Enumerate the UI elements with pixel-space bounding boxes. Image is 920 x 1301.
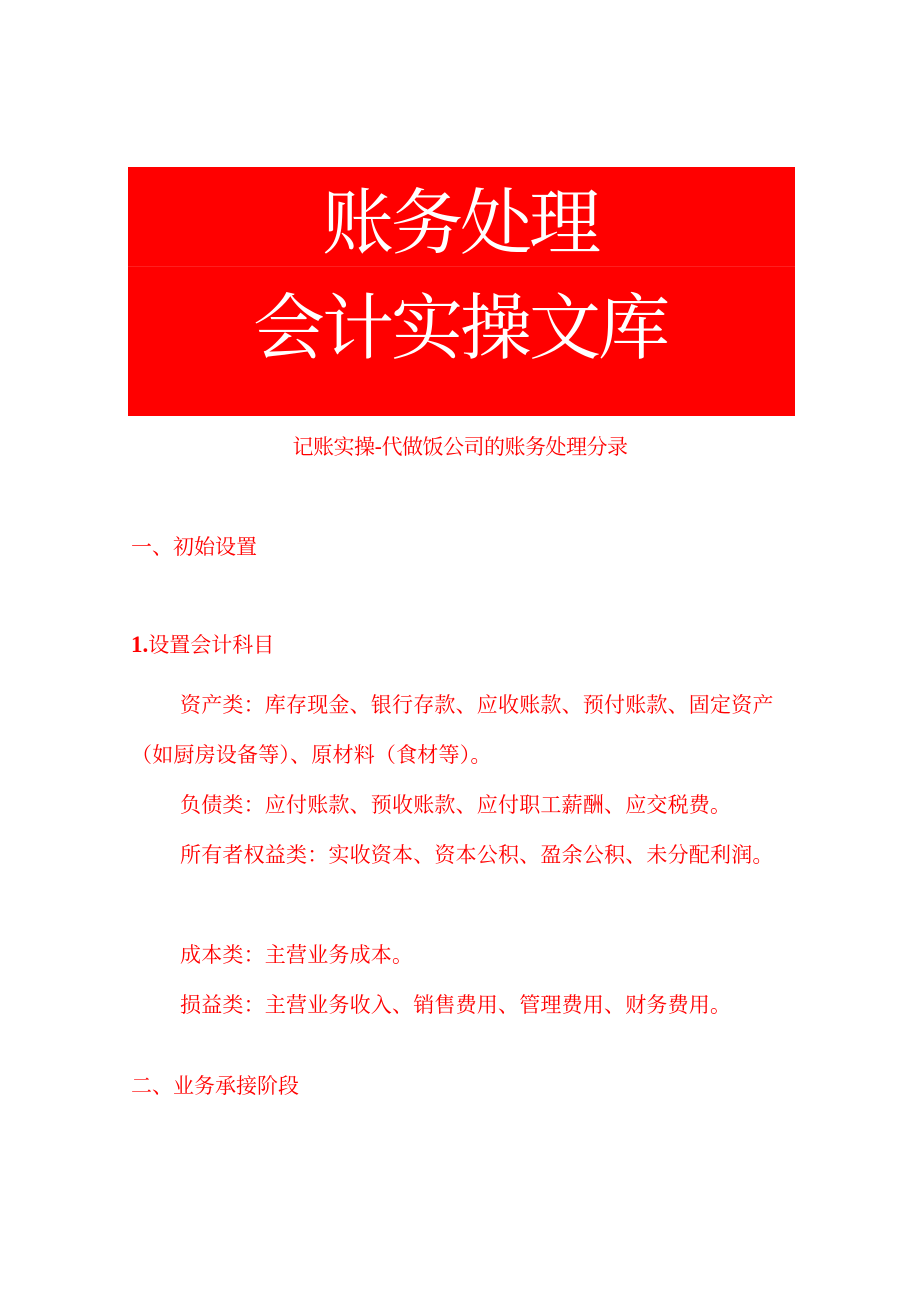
paragraph-profit-loss: 损益类：主营业务收入、销售费用、管理费用、财务费用。 <box>180 993 732 1017</box>
paragraph-cost: 成本类：主营业务成本。 <box>180 943 414 967</box>
banner-title-line2: 会计实操文库 <box>252 286 667 370</box>
subsection-heading-accounts <box>131 630 274 660</box>
document-subtitle: 记账实操-代做饭公司的账务处理分录 <box>292 435 628 459</box>
section-heading-business-intake: 二、业务承接阶段 <box>131 1074 299 1098</box>
section-heading-initial-setup: 一、初始设置 <box>131 535 257 559</box>
banner-title-line1: 账务处理 <box>321 181 598 265</box>
subsection-title: 设置会计科目 <box>148 633 275 657</box>
subsection-number: 1. <box>131 632 149 657</box>
paragraph-assets: 资产类：库存现金、银行存款、应收账款、预付账款、固定资产（如厨房设备等）、原材料（食材等）。 <box>131 693 774 767</box>
paragraph-liabilities: 负债类：应付账款、预收账款、应付职工薪酬、应交税费。 <box>180 793 732 817</box>
paragraph-equity: 所有者权益类：实收资本、资本公积、盈余公积、未分配利润。 <box>180 843 774 867</box>
